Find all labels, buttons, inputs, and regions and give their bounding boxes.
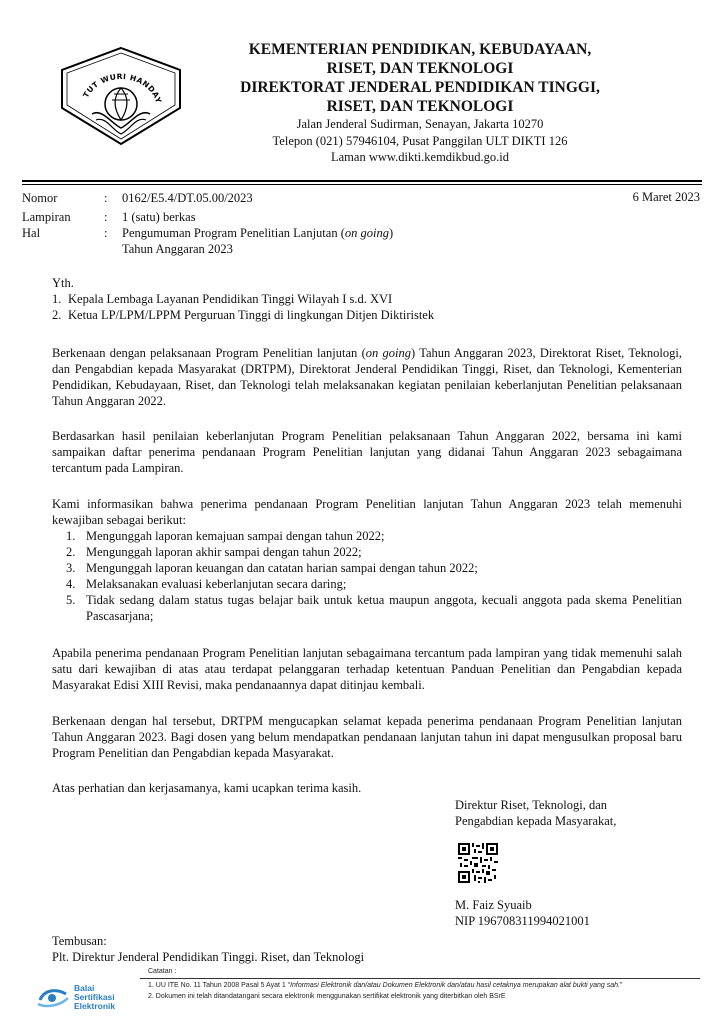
p1-italic: on going	[365, 346, 412, 360]
paragraph-5	[52, 713, 682, 761]
footer-notes	[148, 980, 622, 1002]
footer-note-1	[148, 980, 622, 991]
footer-note-2: 2. Dokumen ini telah ditandatangani secara elektronik menggunakan sertifikat elektronik yang diterbitkan oleh BSrE	[148, 993, 506, 1000]
bsre-logo-icon	[36, 984, 72, 1010]
greeting: Yth.	[52, 276, 74, 290]
paragraph-3	[52, 496, 682, 624]
note1-text-end: ”	[620, 982, 623, 989]
signature-block	[455, 797, 616, 829]
requirement-item	[66, 560, 682, 576]
requirement-number: 3.	[66, 561, 76, 575]
hal-value	[122, 225, 542, 257]
hal-italic: on going	[344, 226, 389, 240]
signatory	[455, 897, 590, 929]
header-divider-thin	[22, 184, 702, 185]
requirement-text: Mengunggah laporan kemajuan sampai dengan tahun 2022;	[86, 529, 385, 543]
requirement-text: Mengunggah laporan keuangan dan catatan harian sampai dengan tahun 2022;	[86, 561, 478, 575]
signatory-nip: NIP 196708311994021001	[455, 914, 590, 928]
letterhead-address: Jalan Jenderal Sudirman, Senayan, Jakarta 10270	[296, 117, 544, 131]
paragraph-4	[52, 645, 682, 693]
recipient-number: 2.	[52, 308, 62, 322]
note1-text: 1. UU ITE No. 11 Tahun 2008 Pasal 5 Ayat 1 “	[148, 982, 291, 989]
hal-text-end: )	[388, 226, 394, 240]
requirement-text: Mengunggah laporan akhir sampai dengan tahun 2022;	[86, 545, 362, 559]
signatory-title: Pengabdian kepada Masyarakat,	[455, 814, 617, 828]
recipient-text: Kepala Lembaga Layanan Pendidikan Tinggi Wilayah I s.d. XVI	[68, 292, 393, 306]
letterhead-website: Laman www.dikti.kemdikbud.go.id	[331, 150, 509, 164]
tembusan-label: Tembusan:	[52, 934, 107, 948]
paragraph-1	[52, 345, 682, 409]
ministry-logo	[52, 44, 190, 148]
signatory-name: M. Faiz Syuaib	[455, 898, 532, 912]
svg-text:TUT WURI HANDAYANI: TUT WURI HANDAY	[81, 71, 164, 104]
requirement-item	[66, 528, 682, 544]
nomor-label: Nomor	[22, 191, 58, 205]
paragraph-2	[52, 428, 682, 476]
letterhead-line: RISET, DAN TEKNOLOGI	[326, 60, 514, 77]
qr-code	[458, 843, 498, 883]
hal-text-line2: Tahun Anggaran 2023	[122, 242, 233, 256]
letterhead-line: RISET, DAN TEKNOLOGI	[326, 98, 514, 115]
recipient-item	[52, 291, 682, 307]
requirement-item	[66, 576, 682, 592]
recipients	[52, 275, 682, 323]
p3-text: Kami informasikan bahwa penerima pendanaan Program Penelitian lanjutan Tahun Anggaran 2023 telah memenuhi kewajiban sebagai berikut:	[52, 497, 682, 527]
requirement-text: Melaksanakan evaluasi keberlanjutan secara daring;	[86, 577, 347, 591]
meta-hal	[22, 225, 702, 257]
recipient-item	[52, 307, 682, 323]
meta-lampiran	[22, 209, 702, 225]
letter-date: 6 Maret 2023	[632, 190, 700, 204]
note1-italic: Informasi Elektronik dan/atau Dokumen Elektronik dan/atau hasil cetaknya merupakan alat bukti yang sah.	[290, 982, 620, 989]
p2-text: Berdasarkan hasil penilaian keberlanjutan Program Penelitian pelaksanaan Tahun Anggaran 2022, bersama ini kami sampaikan daftar penerima pendanaan Program Penelitian lanjutan yang didanai Tahun Anggaran 2023 sebagaimana tercantum pada Lampiran.	[52, 429, 682, 475]
p6-text: Atas perhatian dan kerjasamanya, kami ucapkan terima kasih.	[52, 781, 362, 795]
bsre-text-line: Sertifikasi	[74, 992, 115, 1002]
p1-text-end: ) Tahun Anggaran 2023, Direktorat Riset, Teknologi, dan Pengabdian kepada Masyarakat (DRTPM), Direktorat Jenderal Pendidikan Tinggi, Riset, dan Teknologi, Kementerian Pendidikan, Kebudayaan, Riset, dan Teknologi telah melaksanakan kegiatan penilaian keberlanjutan Penelitian pelaksanaan Tahun Anggaran 2022.	[52, 346, 682, 408]
letterhead-line: KEMENTERIAN PENDIDIKAN, KEBUDAYAAN,	[248, 41, 592, 58]
requirement-text: Tidak sedang dalam status tugas belajar baik untuk ketua maupun anggota, kecuali anggota pada skema Penelitian Pascasarjana;	[86, 593, 682, 623]
requirement-number: 2.	[66, 545, 76, 559]
requirement-number: 1.	[66, 529, 76, 543]
tembusan-item: Plt. Direktur Jenderal Pendidikan Tinggi. Riset, dan Teknologi	[52, 950, 365, 964]
lampiran-label: Lampiran	[22, 210, 71, 224]
p4-text: Apabila penerima pendanaan Program Penelitian lanjutan sebagaimana tercantum pada lampiran yang tidak memenuhi salah satu dari kewajiban di atas atau terdapat pelanggaran terhadap ketentuan Panduan Penelitian dan Pengabdian kepada Masyarakat Edisi XIII Revisi, maka pendanaannya dapat ditinjau kembali.	[52, 646, 682, 692]
nomor-value: 0162/E5.4/DT.05.00/2023	[122, 191, 253, 205]
meta-nomor	[22, 190, 702, 206]
requirement-number: 4.	[66, 577, 76, 591]
p5-text: Berkenaan dengan hal tersebut, DRTPM mengucapkan selamat kepada penerima pendanaan Program Penelitian lanjutan Tahun Anggaran 2023. Bagi dosen yang belum mendapatkan pendanaan lanjutan tahun ini dapat mengusulkan proposal baru Program Penelitian dan Pengabdian kepada Masyarakat.	[52, 714, 682, 760]
requirement-item	[66, 544, 682, 560]
letterhead-line: DIREKTORAT JENDERAL PENDIDIKAN TINGGI,	[240, 79, 600, 96]
tembusan	[52, 933, 364, 965]
colon: :	[104, 191, 108, 205]
bsre-logo-text	[74, 984, 115, 1011]
recipient-number: 1.	[52, 292, 62, 306]
signatory-title: Direktur Riset, Teknologi, dan	[455, 798, 607, 812]
requirement-number: 5.	[66, 593, 76, 607]
footer-catatan-label: Catatan :	[148, 968, 177, 975]
hal-label: Hal	[22, 226, 41, 240]
hal-text: Pengumuman Program Penelitian Lanjutan (	[122, 226, 345, 240]
letterhead	[200, 40, 640, 166]
header-divider-thick	[22, 180, 702, 182]
bsre-text-line: Elektronik	[74, 1001, 116, 1011]
footer-divider	[140, 978, 700, 979]
colon: :	[104, 210, 108, 224]
paragraph-6	[52, 780, 682, 796]
lampiran-value: 1 (satu) berkas	[122, 210, 196, 224]
bsre-text-line: Balai	[74, 983, 95, 993]
p1-text: Berkenaan dengan pelaksanaan Program Penelitian lanjutan (	[52, 346, 366, 360]
recipient-text: Ketua LP/LPM/LPPM Perguruan Tinggi di lingkungan Ditjen Diktiristek	[68, 308, 435, 322]
letter-meta	[22, 190, 702, 257]
colon: :	[104, 226, 108, 240]
letterhead-phone: Telepon (021) 57946104, Pusat Panggilan ULT DIKTI 126	[272, 133, 568, 148]
requirement-item	[66, 592, 682, 624]
